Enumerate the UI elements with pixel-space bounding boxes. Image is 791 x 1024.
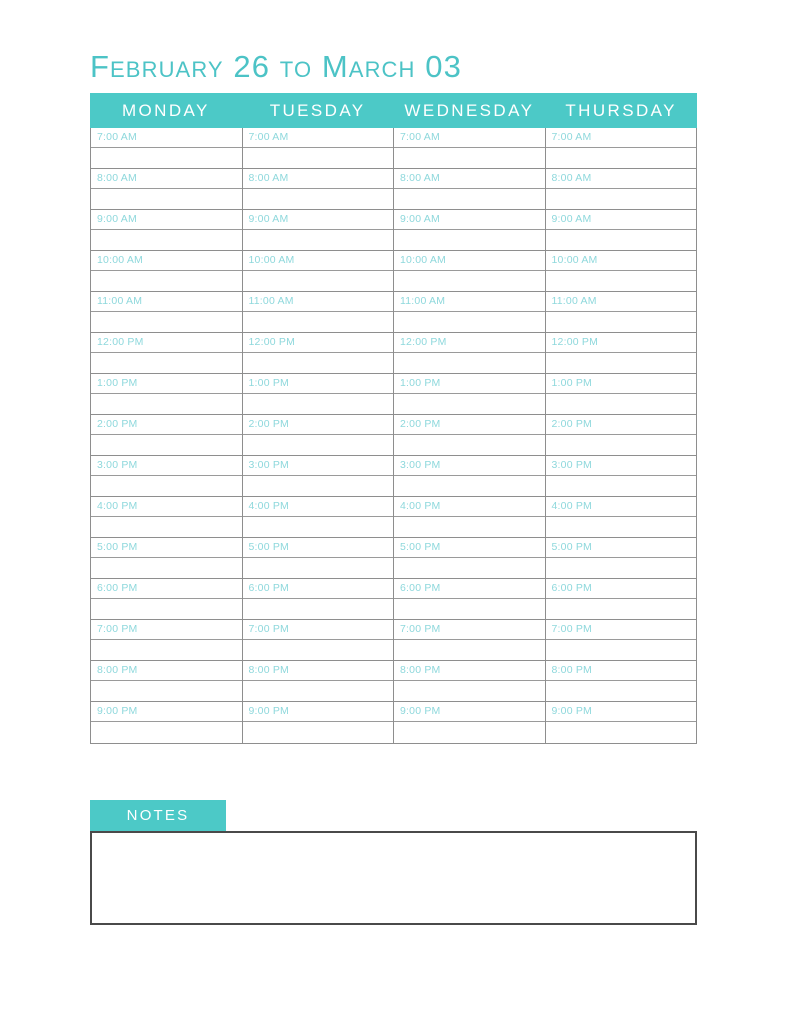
half-hour-slot-monday-13[interactable] xyxy=(91,681,242,702)
half-hour-slot-tuesday-10[interactable] xyxy=(243,558,394,579)
schedule-cell-monday-1 xyxy=(91,169,243,210)
time-slot-label: 4:00 PM xyxy=(97,500,138,512)
half-hour-slot-monday-9[interactable] xyxy=(91,517,242,538)
half-hour-slot-monday-8[interactable] xyxy=(91,476,242,497)
half-hour-slot-thursday-2[interactable] xyxy=(546,230,697,251)
time-slot-label: 9:00 AM xyxy=(400,213,440,225)
table-row xyxy=(91,620,696,661)
time-slot-label: 1:00 PM xyxy=(551,377,593,389)
schedule-cell-wednesday-3 xyxy=(394,251,546,292)
schedule-cell-monday-2 xyxy=(91,210,243,251)
time-slot-monday-3[interactable] xyxy=(91,251,242,271)
schedule-cell-wednesday-1 xyxy=(394,169,546,210)
schedule-cell-wednesday-14 xyxy=(394,702,546,743)
time-slot-label: 9:00 PM xyxy=(400,705,441,717)
half-hour-slot-thursday-4[interactable] xyxy=(546,312,697,333)
half-hour-slot-tuesday-2[interactable] xyxy=(243,230,394,251)
schedule-cell-thursday-3 xyxy=(546,251,697,292)
time-slot-label: 7:00 AM xyxy=(400,131,440,143)
time-slot-tuesday-2[interactable] xyxy=(243,210,394,230)
time-slot-thursday-3[interactable] xyxy=(546,251,697,271)
time-slot-thursday-11[interactable] xyxy=(546,579,697,599)
table-row xyxy=(91,702,696,743)
schedule-cell-wednesday-5 xyxy=(394,333,546,374)
schedule-cell-tuesday-6 xyxy=(243,374,395,415)
time-slot-tuesday-14[interactable] xyxy=(243,702,394,722)
time-slot-label: 9:00 PM xyxy=(551,705,593,717)
table-row xyxy=(91,251,696,292)
half-hour-slot-thursday-14[interactable] xyxy=(546,722,697,743)
time-slot-wednesday-5[interactable] xyxy=(394,333,545,353)
half-hour-slot-wednesday-5[interactable] xyxy=(394,353,545,374)
half-hour-slot-thursday-1[interactable] xyxy=(546,189,697,210)
schedule-cell-wednesday-10 xyxy=(394,538,546,579)
time-slot-label: 9:00 AM xyxy=(248,213,289,225)
schedule-cell-thursday-7 xyxy=(546,415,697,456)
schedule-cell-wednesday-13 xyxy=(394,661,546,702)
table-row xyxy=(91,456,696,497)
schedule-cell-tuesday-10 xyxy=(243,538,395,579)
half-hour-slot-tuesday-5[interactable] xyxy=(243,353,394,374)
schedule-cell-monday-6 xyxy=(91,374,243,415)
schedule-body xyxy=(90,128,697,744)
day-header-thursday: THURSDAY xyxy=(565,101,677,120)
time-slot-monday-4[interactable] xyxy=(91,292,242,312)
time-slot-monday-1[interactable] xyxy=(91,169,242,189)
schedule-cell-monday-13 xyxy=(91,661,243,702)
time-slot-tuesday-13[interactable] xyxy=(243,661,394,681)
table-row xyxy=(91,374,696,415)
schedule-cell-monday-8 xyxy=(91,456,243,497)
time-slot-label: 9:00 AM xyxy=(551,213,592,225)
half-hour-slot-thursday-11[interactable] xyxy=(546,599,697,620)
schedule-cell-monday-3 xyxy=(91,251,243,292)
schedule-cell-tuesday-1 xyxy=(243,169,395,210)
time-slot-tuesday-6[interactable] xyxy=(243,374,394,394)
notes-section-label: NOTES xyxy=(90,800,226,831)
time-slot-wednesday-14[interactable] xyxy=(394,702,545,722)
half-hour-slot-monday-5[interactable] xyxy=(91,353,242,374)
time-slot-thursday-10[interactable] xyxy=(546,538,697,558)
time-slot-label: 4:00 PM xyxy=(400,500,441,512)
time-slot-wednesday-4[interactable] xyxy=(394,292,545,312)
schedule-cell-thursday-14 xyxy=(546,702,697,743)
schedule-cell-thursday-6 xyxy=(546,374,697,415)
schedule-cell-tuesday-7 xyxy=(243,415,395,456)
time-slot-wednesday-13[interactable] xyxy=(394,661,545,681)
table-row xyxy=(91,661,696,702)
time-slot-tuesday-3[interactable] xyxy=(243,251,394,271)
schedule-cell-wednesday-9 xyxy=(394,497,546,538)
half-hour-slot-tuesday-13[interactable] xyxy=(243,681,394,702)
half-hour-slot-monday-11[interactable] xyxy=(91,599,242,620)
half-hour-slot-tuesday-7[interactable] xyxy=(243,435,394,456)
time-slot-label: 7:00 AM xyxy=(97,131,137,143)
schedule-cell-tuesday-12 xyxy=(243,620,395,661)
time-slot-label: 1:00 PM xyxy=(97,377,138,389)
schedule-cell-tuesday-3 xyxy=(243,251,395,292)
half-hour-slot-wednesday-2[interactable] xyxy=(394,230,545,251)
schedule-cell-monday-0 xyxy=(91,128,243,169)
time-slot-monday-10[interactable] xyxy=(91,538,242,558)
half-hour-slot-tuesday-4[interactable] xyxy=(243,312,394,333)
time-slot-monday-14[interactable] xyxy=(91,702,242,722)
schedule-cell-wednesday-0 xyxy=(394,128,546,169)
table-row xyxy=(91,169,696,210)
schedule-cell-wednesday-8 xyxy=(394,456,546,497)
time-slot-tuesday-0[interactable] xyxy=(243,128,394,148)
time-slot-label: 7:00 PM xyxy=(248,623,290,635)
schedule-cell-thursday-9 xyxy=(546,497,697,538)
time-slot-tuesday-4[interactable] xyxy=(243,292,394,312)
schedule-cell-monday-5 xyxy=(91,333,243,374)
time-slot-thursday-13[interactable] xyxy=(546,661,697,681)
time-slot-label: 10:00 AM xyxy=(248,254,295,266)
time-slot-monday-11[interactable] xyxy=(91,579,242,599)
time-slot-label: 9:00 PM xyxy=(97,705,138,717)
time-slot-label: 7:00 PM xyxy=(97,623,138,635)
half-hour-slot-tuesday-3[interactable] xyxy=(243,271,394,292)
half-hour-slot-wednesday-0[interactable] xyxy=(394,148,545,169)
half-hour-slot-monday-14[interactable] xyxy=(91,722,242,743)
schedule-cell-thursday-13 xyxy=(546,661,697,702)
time-slot-tuesday-12[interactable] xyxy=(243,620,394,640)
time-slot-label: 3:00 PM xyxy=(400,459,441,471)
half-hour-slot-wednesday-8[interactable] xyxy=(394,476,545,497)
schedule-cell-monday-10 xyxy=(91,538,243,579)
half-hour-slot-thursday-0[interactable] xyxy=(546,148,697,169)
time-slot-label: 12:00 PM xyxy=(97,336,144,348)
time-slot-label: 7:00 AM xyxy=(248,131,289,143)
time-slot-monday-12[interactable] xyxy=(91,620,242,640)
half-hour-slot-thursday-3[interactable] xyxy=(546,271,697,292)
schedule-cell-thursday-5 xyxy=(546,333,697,374)
schedule-cell-tuesday-9 xyxy=(243,497,395,538)
time-slot-label: 6:00 PM xyxy=(551,582,593,594)
half-hour-slot-monday-10[interactable] xyxy=(91,558,242,579)
half-hour-slot-monday-4[interactable] xyxy=(91,312,242,333)
time-slot-wednesday-1[interactable] xyxy=(394,169,545,189)
time-slot-label: 7:00 AM xyxy=(551,131,592,143)
time-slot-label: 8:00 AM xyxy=(551,172,592,184)
table-row xyxy=(91,579,696,620)
time-slot-monday-6[interactable] xyxy=(91,374,242,394)
half-hour-slot-tuesday-12[interactable] xyxy=(243,640,394,661)
half-hour-slot-thursday-9[interactable] xyxy=(546,517,697,538)
table-row xyxy=(91,538,696,579)
schedule-cell-thursday-4 xyxy=(546,292,697,333)
time-slot-label: 2:00 PM xyxy=(248,418,290,430)
half-hour-slot-wednesday-6[interactable] xyxy=(394,394,545,415)
schedule-cell-wednesday-2 xyxy=(394,210,546,251)
time-slot-label: 9:00 AM xyxy=(97,213,137,225)
half-hour-slot-monday-6[interactable] xyxy=(91,394,242,415)
time-slot-thursday-4[interactable] xyxy=(546,292,697,312)
schedule-header-row xyxy=(90,93,697,128)
schedule-cell-thursday-2 xyxy=(546,210,697,251)
day-header-tuesday: TUESDAY xyxy=(269,101,366,120)
half-hour-slot-wednesday-3[interactable] xyxy=(394,271,545,292)
schedule-cell-tuesday-14 xyxy=(243,702,395,743)
time-slot-thursday-9[interactable] xyxy=(546,497,697,517)
schedule-cell-wednesday-6 xyxy=(394,374,546,415)
schedule-cell-wednesday-12 xyxy=(394,620,546,661)
half-hour-slot-thursday-8[interactable] xyxy=(546,476,697,497)
time-slot-label: 1:00 PM xyxy=(248,377,290,389)
time-slot-label: 1:00 PM xyxy=(400,377,441,389)
table-row xyxy=(91,497,696,538)
time-slot-label: 5:00 PM xyxy=(248,541,290,553)
table-row xyxy=(91,128,696,169)
time-slot-thursday-5[interactable] xyxy=(546,333,697,353)
half-hour-slot-thursday-10[interactable] xyxy=(546,558,697,579)
time-slot-label: 12:00 PM xyxy=(248,336,296,348)
schedule-cell-thursday-12 xyxy=(546,620,697,661)
schedule-cell-monday-9 xyxy=(91,497,243,538)
time-slot-label: 8:00 AM xyxy=(248,172,289,184)
half-hour-slot-thursday-7[interactable] xyxy=(546,435,697,456)
half-hour-slot-wednesday-11[interactable] xyxy=(394,599,545,620)
half-hour-slot-thursday-13[interactable] xyxy=(546,681,697,702)
time-slot-label: 8:00 PM xyxy=(551,664,593,676)
time-slot-thursday-8[interactable] xyxy=(546,456,697,476)
half-hour-slot-thursday-6[interactable] xyxy=(546,394,697,415)
time-slot-label: 8:00 AM xyxy=(400,172,440,184)
schedule-cell-thursday-10 xyxy=(546,538,697,579)
time-slot-tuesday-5[interactable] xyxy=(243,333,394,353)
time-slot-monday-2[interactable] xyxy=(91,210,242,230)
schedule-cell-wednesday-11 xyxy=(394,579,546,620)
schedule-cell-thursday-8 xyxy=(546,456,697,497)
time-slot-label: 12:00 PM xyxy=(551,336,599,348)
time-slot-tuesday-9[interactable] xyxy=(243,497,394,517)
time-slot-thursday-0[interactable] xyxy=(546,128,697,148)
schedule-cell-monday-14 xyxy=(91,702,243,743)
time-slot-label: 2:00 PM xyxy=(400,418,441,430)
half-hour-slot-tuesday-9[interactable] xyxy=(243,517,394,538)
half-hour-slot-tuesday-14[interactable] xyxy=(243,722,394,743)
time-slot-label: 3:00 PM xyxy=(248,459,290,471)
time-slot-tuesday-7[interactable] xyxy=(243,415,394,435)
half-hour-slot-thursday-12[interactable] xyxy=(546,640,697,661)
half-hour-slot-monday-1[interactable] xyxy=(91,189,242,210)
time-slot-monday-0[interactable] xyxy=(91,128,242,148)
time-slot-label: 11:00 AM xyxy=(248,295,294,307)
time-slot-label: 10:00 AM xyxy=(97,254,143,266)
time-slot-label: 12:00 PM xyxy=(400,336,447,348)
schedule-cell-monday-12 xyxy=(91,620,243,661)
schedule-cell-tuesday-0 xyxy=(243,128,395,169)
time-slot-label: 7:00 PM xyxy=(400,623,441,635)
time-slot-monday-9[interactable] xyxy=(91,497,242,517)
schedule-cell-tuesday-11 xyxy=(243,579,395,620)
half-hour-slot-monday-12[interactable] xyxy=(91,640,242,661)
time-slot-thursday-2[interactable] xyxy=(546,210,697,230)
time-slot-label: 5:00 PM xyxy=(97,541,138,553)
half-hour-slot-monday-0[interactable] xyxy=(91,148,242,169)
time-slot-wednesday-7[interactable] xyxy=(394,415,545,435)
half-hour-slot-wednesday-4[interactable] xyxy=(394,312,545,333)
time-slot-thursday-1[interactable] xyxy=(546,169,697,189)
time-slot-thursday-12[interactable] xyxy=(546,620,697,640)
time-slot-monday-5[interactable] xyxy=(91,333,242,353)
schedule-cell-monday-11 xyxy=(91,579,243,620)
time-slot-label: 4:00 PM xyxy=(551,500,593,512)
notes-input-area[interactable] xyxy=(90,831,697,925)
table-row xyxy=(91,415,696,456)
schedule-cell-thursday-1 xyxy=(546,169,697,210)
time-slot-wednesday-10[interactable] xyxy=(394,538,545,558)
half-hour-slot-wednesday-14[interactable] xyxy=(394,722,545,743)
time-slot-label: 4:00 PM xyxy=(248,500,290,512)
time-slot-wednesday-2[interactable] xyxy=(394,210,545,230)
day-header-wednesday: WEDNESDAY xyxy=(404,101,535,120)
time-slot-wednesday-0[interactable] xyxy=(394,128,545,148)
time-slot-thursday-14[interactable] xyxy=(546,702,697,722)
schedule-cell-tuesday-4 xyxy=(243,292,395,333)
time-slot-thursday-7[interactable] xyxy=(546,415,697,435)
time-slot-tuesday-11[interactable] xyxy=(243,579,394,599)
time-slot-tuesday-1[interactable] xyxy=(243,169,394,189)
schedule-cell-wednesday-7 xyxy=(394,415,546,456)
half-hour-slot-tuesday-11[interactable] xyxy=(243,599,394,620)
time-slot-label: 10:00 AM xyxy=(551,254,598,266)
time-slot-label: 11:00 AM xyxy=(97,295,143,307)
schedule-cell-tuesday-2 xyxy=(243,210,395,251)
half-hour-slot-wednesday-13[interactable] xyxy=(394,681,545,702)
time-slot-thursday-6[interactable] xyxy=(546,374,697,394)
time-slot-wednesday-8[interactable] xyxy=(394,456,545,476)
schedule-cell-thursday-11 xyxy=(546,579,697,620)
time-slot-label: 11:00 AM xyxy=(400,295,446,307)
time-slot-label: 3:00 PM xyxy=(97,459,138,471)
half-hour-slot-monday-7[interactable] xyxy=(91,435,242,456)
time-slot-tuesday-8[interactable] xyxy=(243,456,394,476)
half-hour-slot-tuesday-0[interactable] xyxy=(243,148,394,169)
half-hour-slot-wednesday-9[interactable] xyxy=(394,517,545,538)
half-hour-slot-wednesday-7[interactable] xyxy=(394,435,545,456)
half-hour-slot-tuesday-6[interactable] xyxy=(243,394,394,415)
time-slot-label: 8:00 PM xyxy=(400,664,441,676)
time-slot-wednesday-9[interactable] xyxy=(394,497,545,517)
time-slot-tuesday-10[interactable] xyxy=(243,538,394,558)
time-slot-wednesday-6[interactable] xyxy=(394,374,545,394)
half-hour-slot-wednesday-12[interactable] xyxy=(394,640,545,661)
time-slot-label: 10:00 AM xyxy=(400,254,446,266)
time-slot-label: 7:00 PM xyxy=(551,623,593,635)
time-slot-label: 6:00 PM xyxy=(97,582,138,594)
time-slot-label: 8:00 PM xyxy=(97,664,138,676)
time-slot-wednesday-3[interactable] xyxy=(394,251,545,271)
time-slot-label: 6:00 PM xyxy=(248,582,290,594)
half-hour-slot-monday-2[interactable] xyxy=(91,230,242,251)
half-hour-slot-monday-3[interactable] xyxy=(91,271,242,292)
time-slot-label: 5:00 PM xyxy=(551,541,593,553)
day-header-monday: MONDAY xyxy=(121,101,210,120)
schedule-cell-tuesday-8 xyxy=(243,456,395,497)
time-slot-label: 9:00 PM xyxy=(248,705,290,717)
half-hour-slot-wednesday-1[interactable] xyxy=(394,189,545,210)
time-slot-wednesday-11[interactable] xyxy=(394,579,545,599)
half-hour-slot-wednesday-10[interactable] xyxy=(394,558,545,579)
table-row xyxy=(91,333,696,374)
time-slot-label: 2:00 PM xyxy=(97,418,138,430)
half-hour-slot-thursday-5[interactable] xyxy=(546,353,697,374)
half-hour-slot-tuesday-1[interactable] xyxy=(243,189,394,210)
time-slot-label: 2:00 PM xyxy=(551,418,593,430)
time-slot-label: 5:00 PM xyxy=(400,541,441,553)
time-slot-wednesday-12[interactable] xyxy=(394,620,545,640)
time-slot-label: 3:00 PM xyxy=(551,459,593,471)
time-slot-monday-7[interactable] xyxy=(91,415,242,435)
table-row xyxy=(91,210,696,251)
schedule-cell-wednesday-4 xyxy=(394,292,546,333)
table-row xyxy=(91,292,696,333)
schedule-cell-tuesday-5 xyxy=(243,333,395,374)
schedule-cell-tuesday-13 xyxy=(243,661,395,702)
schedule-cell-monday-4 xyxy=(91,292,243,333)
schedule-cell-monday-7 xyxy=(91,415,243,456)
weekly-schedule-grid xyxy=(90,93,697,744)
schedule-cell-thursday-0 xyxy=(546,128,697,169)
time-slot-label: 6:00 PM xyxy=(400,582,441,594)
time-slot-label: 11:00 AM xyxy=(551,295,597,307)
page-title: February 26 to March 03 xyxy=(90,49,462,84)
half-hour-slot-tuesday-8[interactable] xyxy=(243,476,394,497)
time-slot-monday-8[interactable] xyxy=(91,456,242,476)
time-slot-monday-13[interactable] xyxy=(91,661,242,681)
time-slot-label: 8:00 PM xyxy=(248,664,290,676)
time-slot-label: 8:00 AM xyxy=(97,172,137,184)
